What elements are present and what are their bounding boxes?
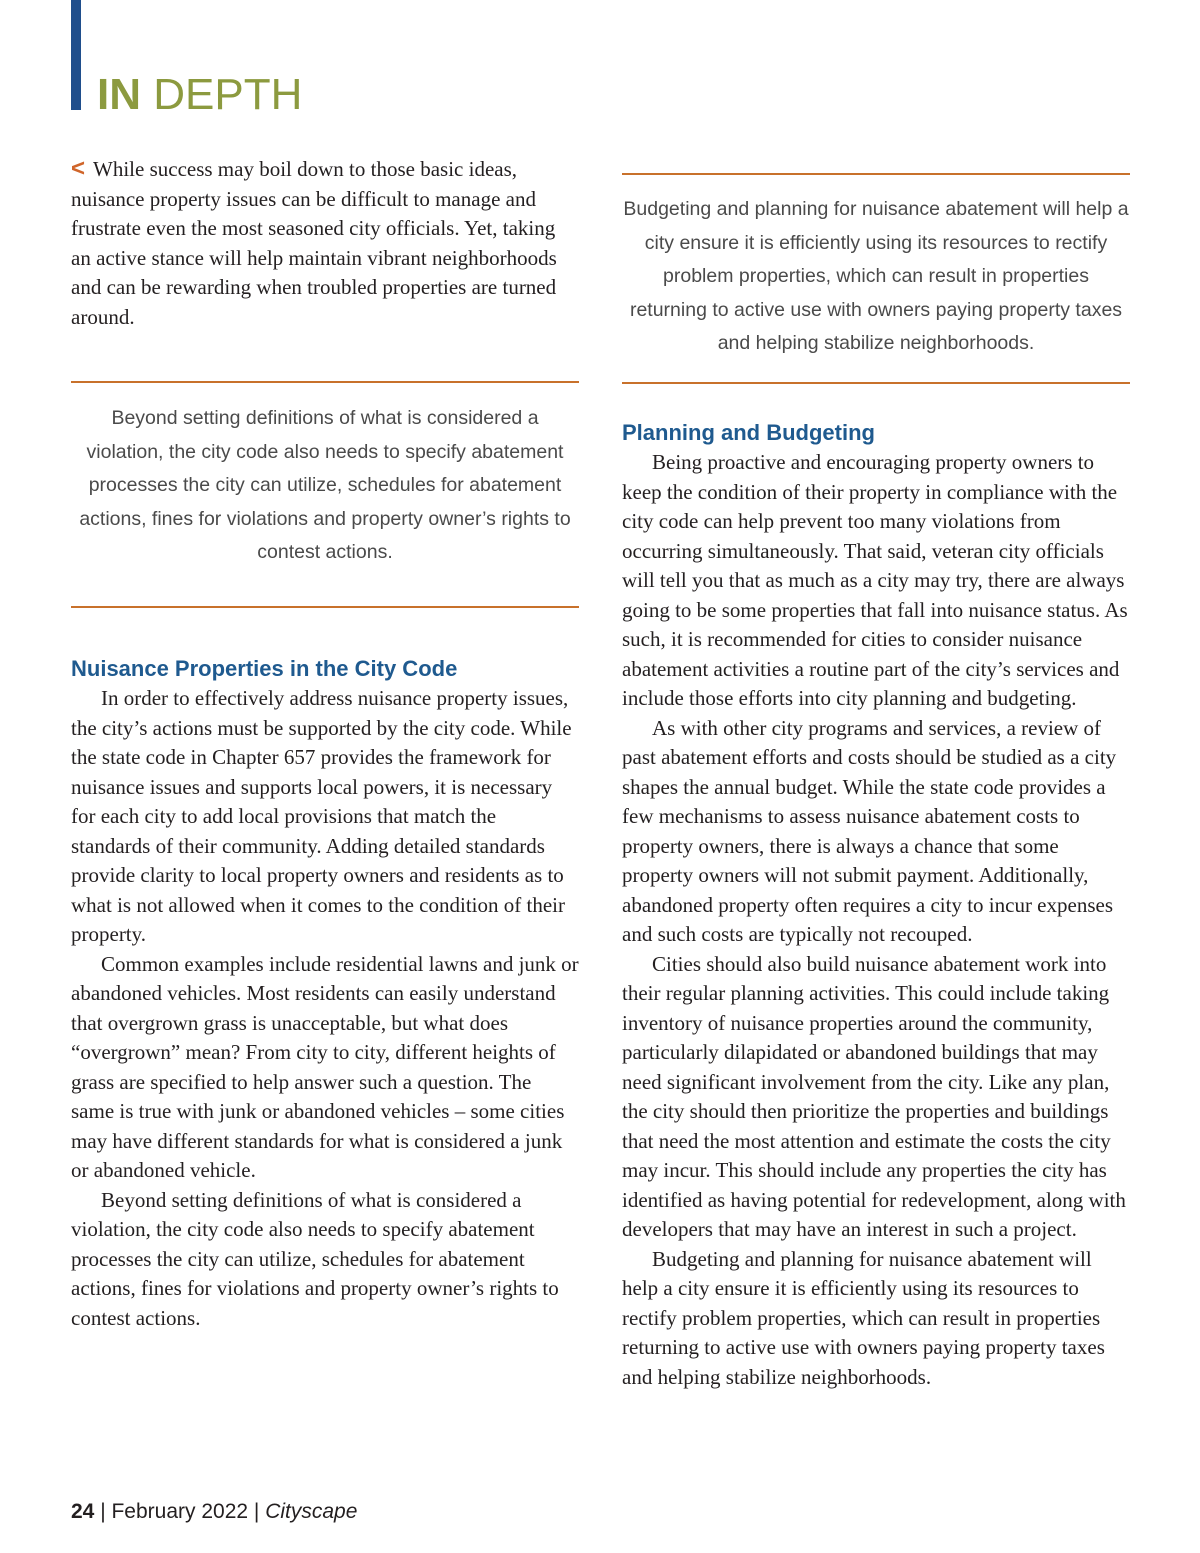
intro-paragraph-text: While success may boil down to those basic ideas, nuisance property issues can be difficult to manage and frustrate even the most seasoned city officials. Yet, taking an active stance will help maintain vibrant neighborhoods and can be rewarding when troubled properties are turned around. bbox=[71, 157, 557, 329]
heading-planning-budgeting: Planning and Budgeting bbox=[622, 420, 875, 445]
section-accent-bar bbox=[71, 0, 81, 110]
publication-name: Cityscape bbox=[265, 1500, 358, 1523]
paragraph: In order to effectively address nuisance property issues, the city’s actions must be supported by the city code. While the state code in Chapter 657 provides the framework for nuisance issues and supports local powers, it is necessary for each city to add local provisions that match the standards of their community. Adding detailed standards provide clarity to local property owners and residents as to what is not allowed when it comes to the condition of their property. bbox=[71, 686, 572, 946]
paragraph: Budgeting and planning for nuisance abatement will help a city ensure it is efficiently using its resources to rectify problem properties, which can result in properties returning to active use with owners paying property taxes and helping stabilize neighborhoods. bbox=[622, 1246, 1105, 1389]
paragraph: Being proactive and encouraging property owners to keep the condition of their property in compliance with the city code can help prevent too many violations from occurring simultaneously. That said, veteran city officials will tell you that as much as a city may try, there are always going to be some properties that fall into nuisance status. As such, it is recommended for cities to consider nuisance abatement activities a routine part of the city’s services and include those efforts into city planning and budgeting. bbox=[622, 450, 1128, 710]
section-label bbox=[97, 70, 302, 120]
paragraph: Beyond setting definitions of what is considered a violation, the city code also needs to specify abatement processes the city can utilize, schedules for abatement actions, fines for violations and property owner’s rights to contest actions. bbox=[71, 1187, 559, 1330]
right-column-article bbox=[622, 418, 1130, 1392]
paragraph: Common examples include residential lawns and junk or abandoned vehicles. Most residents can easily understand that overgrown grass is unacceptable, but what does “overgrown” mean? From city to city, different heights of grass are specified to help answer such a question. The same is true with junk or abandoned vehicles – some cities may have different standards for what is considered a junk or abandoned vehicle. bbox=[71, 951, 579, 1182]
page-footer bbox=[71, 1497, 357, 1527]
left-column-intro bbox=[71, 154, 579, 332]
heading-nuisance-properties: Nuisance Properties in the City Code bbox=[71, 656, 458, 681]
paragraph: Cities should also build nuisance abatement work into their regular planning activities. This could include taking inventory of nuisance properties around the community, particularly dilapidated or abandoned buildings that may need significant involvement from the city. Like any plan, the city should then prioritize the properties and buildings that need the most attention and estimate the costs the city may incur. This should include any properties the city has identified as having potential for redevelopment, along with developers that may have an interest in such a project. bbox=[622, 951, 1126, 1241]
right-pull-quote: Budgeting and planning for nuisance abatement will help a city ensure it is efficiently using its resources to rectify problem properties, which can result in properties returning to active use with owners paying property taxes and helping stabilize neighborhoods. bbox=[622, 173, 1130, 384]
issue-date: February 2022 bbox=[111, 1500, 249, 1523]
section-label-rest: DEPTH bbox=[141, 70, 303, 119]
page-number: 24 bbox=[71, 1500, 95, 1523]
intro-paragraph bbox=[71, 154, 579, 332]
footer-separator: | bbox=[94, 1500, 112, 1523]
left-column-article bbox=[71, 654, 579, 1333]
section-label-bold: IN bbox=[97, 70, 141, 119]
footer-separator: | bbox=[248, 1500, 266, 1523]
paragraph: As with other city programs and services, a review of past abatement efforts and costs should be studied as a city shapes the annual budget. While the state code provides a few mechanisms to assess nuisance abatement costs to property owners, there is always a chance that some property owners will not submit payment. Additionally, abandoned property often requires a city to incur expenses and such costs are typically not recouped. bbox=[622, 715, 1117, 946]
left-pull-quote: Beyond setting definitions of what is considered a violation, the city code also needs to specify abatement processes the city can utilize, schedules for abatement actions, fines for violations and property owner’s rights to contest actions. bbox=[71, 381, 579, 608]
continued-arrow-icon: < bbox=[71, 155, 86, 182]
